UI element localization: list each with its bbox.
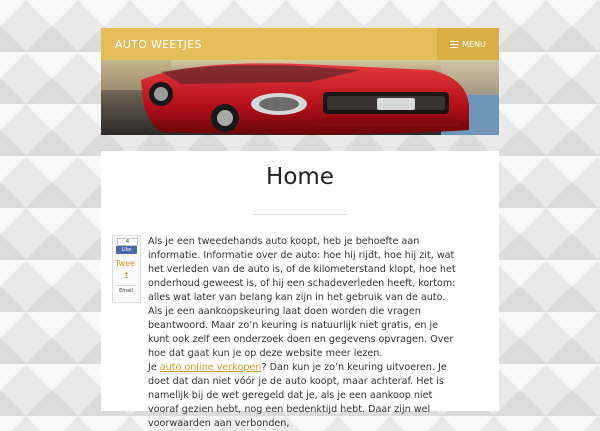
- tweet-button[interactable]: Twee: [115, 259, 135, 268]
- title-divider: [252, 214, 348, 215]
- share-widget: [112, 235, 141, 303]
- facebook-like-button[interactable]: Like: [116, 246, 137, 254]
- paragraph-1: Als je een tweedehands auto koopt, heb je behoefte aan informatie. Informatie over de auto: hoe hij rijdt, hoe hij zit, wat het verleden van de auto is, of de kilometerstand klopt, hoe het onderhoud geweest is, of hij een schadeverleden heeft, kortom: alles wat later van belang kan zijn in het gebruik van de auto. Als je een aankoopskeuring laat doen worden die vragen beantwoord. Maar zo’n keuring is natuurlijk niet gratis, en je kunt ook zelf een onderzoek doen en gegevens opvragen. Over hoe dat gaat kun je op deze website meer lezen.: [148, 236, 456, 359]
- page-title: Home: [266, 164, 334, 190]
- hero-car-image: [101, 60, 499, 135]
- auto-online-verkopen-link[interactable]: auto online verkopen: [159, 362, 262, 373]
- site-header: [101, 28, 499, 135]
- menu-button[interactable]: [437, 28, 499, 60]
- twitter-icon[interactable]: ↥: [123, 271, 130, 280]
- hamburger-icon: [450, 41, 458, 48]
- email-share-button[interactable]: Email: [116, 285, 136, 294]
- paragraph-2-suffix: ? Dan kun je zo’n keuring uitvoeren. Je doet dat dan niet vóór je de auto koopt, maar achteraf. Het is namelijk bij de wet geregeld dat je, als je een aankoop niet vooraf gezien hebt, nog een bedenktijd hebt. Daar zijn wel voorwaarden aan verbonden,: [148, 362, 447, 429]
- paragraph-2-prefix: Je: [148, 362, 160, 373]
- site-title-link[interactable]: AUTO WEETJES: [115, 37, 202, 51]
- menu-label: MENU: [462, 39, 486, 49]
- top-bar: [101, 28, 499, 60]
- facebook-like-count: 4: [117, 238, 138, 246]
- content-card: [101, 151, 499, 429]
- article-body: [148, 235, 460, 431]
